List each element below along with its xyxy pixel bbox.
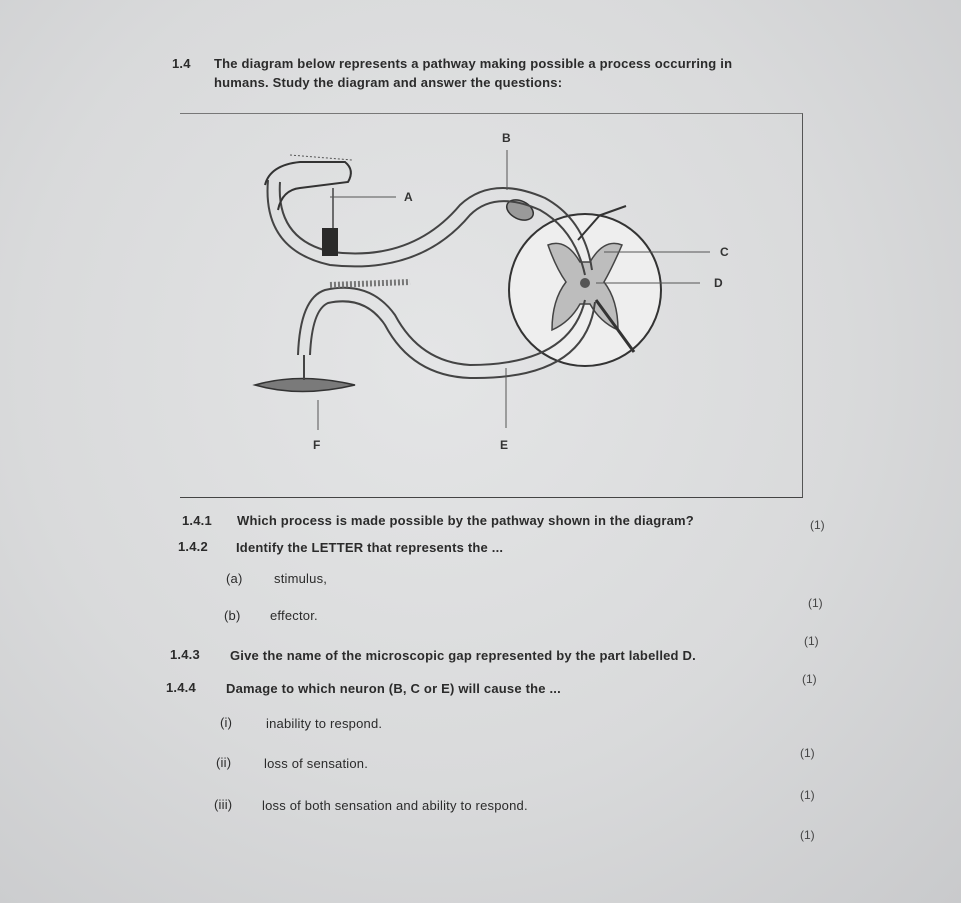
question-intro-line1: The diagram below represents a pathway making possible a process occurring in	[214, 56, 733, 71]
q144i-mark: (1)	[800, 746, 815, 760]
label-B: B	[502, 131, 511, 145]
q144i-number: (i)	[220, 715, 233, 730]
q142a-number: (a)	[226, 571, 243, 586]
q144-number: 1.4.4	[166, 680, 196, 695]
q143-mark: (1)	[802, 672, 817, 686]
q142b-number: (b)	[224, 608, 241, 623]
q142-text: Identify the LETTER that represents the ...	[236, 540, 504, 555]
label-E: E	[500, 438, 509, 452]
q142a-mark: (1)	[808, 596, 823, 610]
q144ii-text: loss of sensation.	[264, 756, 369, 771]
q144-text: Damage to which neuron (B, C or E) will cause the ...	[226, 681, 561, 696]
question-intro-line2: humans. Study the diagram and answer the questions:	[214, 75, 563, 90]
q144i-text: inability to respond.	[266, 716, 383, 731]
q141-number: 1.4.1	[182, 513, 212, 528]
q141-text: Which process is made possible by the pathway shown in the diagram?	[237, 513, 694, 528]
dorsal-root-ganglion	[504, 196, 537, 224]
pin-head	[322, 228, 338, 256]
finger	[265, 162, 351, 210]
q143-number: 1.4.3	[170, 647, 200, 662]
q142-number: 1.4.2	[178, 539, 208, 554]
q141-mark: (1)	[810, 518, 825, 532]
q144iii-mark: (1)	[800, 828, 815, 842]
label-C: C	[720, 245, 729, 259]
label-F: F	[313, 438, 321, 452]
q144ii-number: (ii)	[216, 755, 232, 770]
q142b-mark: (1)	[804, 634, 819, 648]
q144ii-mark: (1)	[800, 788, 815, 802]
question-number: 1.4	[172, 56, 191, 71]
q144iii-number: (iii)	[214, 797, 233, 812]
q143-text: Give the name of the microscopic gap represented by the part labelled D.	[230, 648, 696, 663]
q144iii-text: loss of both sensation and ability to respond.	[262, 798, 528, 813]
q142b-text: effector.	[270, 608, 318, 623]
label-A: A	[404, 190, 413, 204]
q142a-text: stimulus,	[274, 571, 328, 586]
label-D: D	[714, 276, 723, 290]
muscle	[255, 379, 355, 392]
